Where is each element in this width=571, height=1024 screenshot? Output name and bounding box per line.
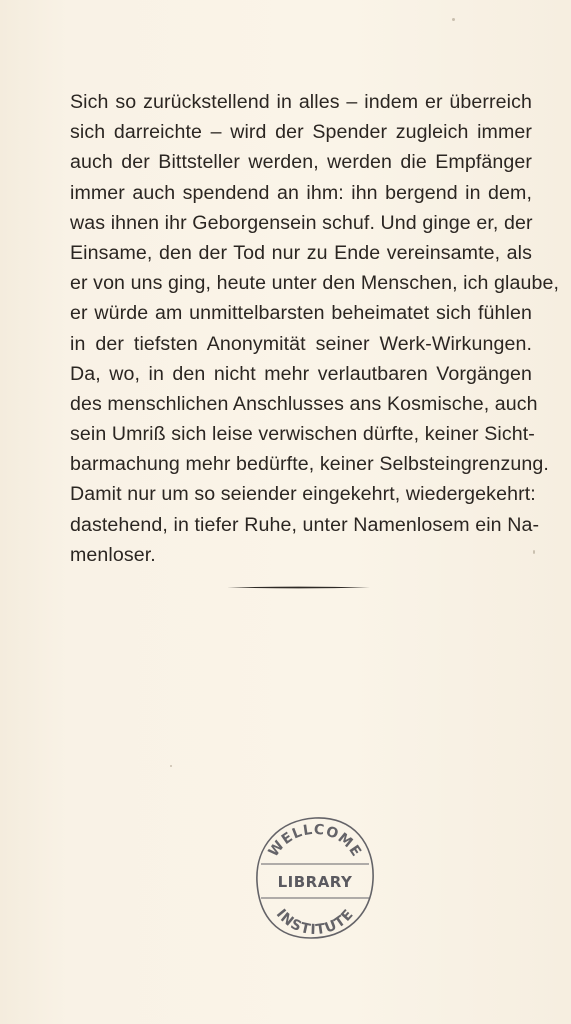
text-line: immer auch spendend an ihm: ihn bergend in dem,	[70, 181, 532, 204]
stamp-center-text: LIBRARY	[277, 873, 353, 891]
text-line: sein Umriß sich leise verwischen dürfte, keiner Sicht-	[70, 423, 535, 446]
text-line: er würde am unmittelbarsten beheimatet sich fühlen	[70, 302, 532, 325]
text-line: Damit nur um so seiender eingekehrt, wiedergekehrt:	[70, 483, 536, 506]
text-line: des menschlichen Anschlusses ans Kosmische, auch	[70, 392, 538, 415]
paper-speck	[533, 550, 535, 554]
text-line: er von uns ging, heute unter den Menschen, ich glaube,	[70, 272, 560, 295]
text-line: was ihnen ihr Geborgensein schuf. Und ginge er, der	[70, 211, 533, 234]
text-line: Einsame, den der Tod nur zu Ende vereinsamte, als	[70, 241, 532, 264]
stamp-bottom-text: INSTITUTE	[272, 906, 358, 939]
body-text	[70, 87, 560, 570]
text-line: sich darreichte – wird der Spender zugleich immer	[70, 121, 532, 144]
decorative-rule	[227, 586, 370, 589]
text-line: barmachung mehr bedürfte, keiner Selbsteingrenzung.	[70, 453, 549, 476]
paper-speck	[170, 765, 172, 767]
text-line: in der tiefsten Anonymität seiner Werk-Wirkungen.	[70, 332, 532, 355]
text-line: Sich so zurückstellend in alles – indem er überreich	[70, 91, 532, 113]
paper-speck	[452, 18, 455, 21]
text-line: dastehend, in tiefer Ruhe, unter Namenlosem ein Na-	[70, 513, 540, 536]
library-stamp	[249, 812, 381, 944]
text-line: auch der Bittsteller werden, werden die Empfänger	[70, 151, 532, 174]
text-line: menloser.	[70, 543, 156, 566]
text-line: Da, wo, in den nicht mehr verlautbaren Vorgängen	[70, 362, 532, 385]
stamp-top-text: WELLCOME	[265, 821, 365, 861]
